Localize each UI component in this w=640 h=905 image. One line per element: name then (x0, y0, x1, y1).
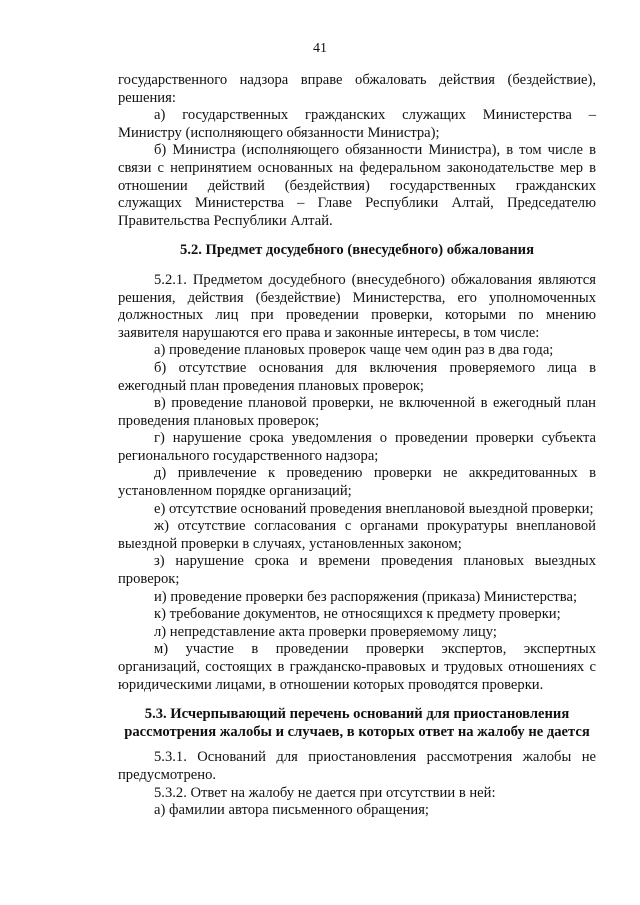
list-item: з) нарушение срока и времени проведения плановых выездных проверок; (118, 553, 596, 588)
paragraph-5-3-2: 5.3.2. Ответ на жалобу не дается при отсутствии в ней: (154, 784, 496, 801)
intro-item-b: б) Министра (исполняющего обязанности Министра), в том числе в связи с непринятием основанных на федеральном законодательстве мер в отношении действий (бездействия) государственных гражданских служащих Министерства – Главе Республики Алтай, Председателю Правительства Республики Алтай. (118, 142, 596, 229)
intro-item-a: а) государственных гражданских служащих Министерства – Министру (исполняющего обязанности Министра); (118, 107, 596, 141)
list-item: м) участие в проведении проверки экспертов, экспертных организаций, состоящих в гражданско-правовых и трудовых отношениях с юридическими лицами, в отношении которых проводятся проверки. (118, 641, 596, 693)
section-5-3-heading (118, 706, 596, 741)
list-item: и) проведение проверки без распоряжения (приказа) Министерства; (154, 588, 578, 605)
paragraph-5-3-1: 5.3.1. Оснований для приостановления рассмотрения жалобы не предусмотрено. (118, 749, 596, 783)
section-5-3-heading-line-1: 5.3. Исчерпывающий перечень оснований для приостановления (144, 706, 570, 723)
list-item: л) непредставление акта проверки проверяемому лицу; (154, 623, 497, 640)
page-number: 41 (313, 41, 327, 56)
list-item: д) привлечение к проведению проверки не аккредитованных в установленном порядке организаций; (118, 465, 596, 500)
intro-paragraph: государственного надзора вправе обжаловать действия (бездействие), решения: (118, 72, 596, 106)
section-5-2-heading: 5.2. Предмет досудебного (внесудебного) обжалования (180, 242, 534, 259)
section-5-3-heading-line-2: рассмотрения жалобы и случаев, в которых ответ на жалобу не дается (124, 723, 590, 740)
page-content (118, 72, 596, 820)
list-item: г) нарушение срока уведомления о проведении проверки субъекта регионального государственного надзора; (118, 430, 596, 464)
list-item: б) отсутствие основания для включения проверяемого лица в ежегодный план проведения плановых проверок; (118, 359, 596, 394)
list-item: а) фамилии автора письменного обращения; (154, 802, 429, 819)
paragraph-5-2-1: 5.2.1. Предметом досудебного (внесудебного) обжалования являются решения, действия (бездействие) Министерства, его уполномоченных должностных лиц при проведении проверки, которыми по мнению заявителя нарушаются его права и законные интересы, в том числе: (118, 271, 596, 341)
list-item: к) требование документов, не относящихся к предмету проверки; (154, 606, 561, 623)
list-item: в) проведение плановой проверки, не включенной в ежегодный план проведения плановых проверок; (118, 395, 596, 429)
list-item: ж) отсутствие согласования с органами прокуратуры внеплановой выездной проверки в случаях, установленных законом; (118, 518, 596, 552)
list-item: е) отсутствие оснований проведения внеплановой выездной проверки; (154, 500, 594, 517)
list-item: а) проведение плановых проверок чаще чем один раз в два года; (154, 342, 554, 359)
